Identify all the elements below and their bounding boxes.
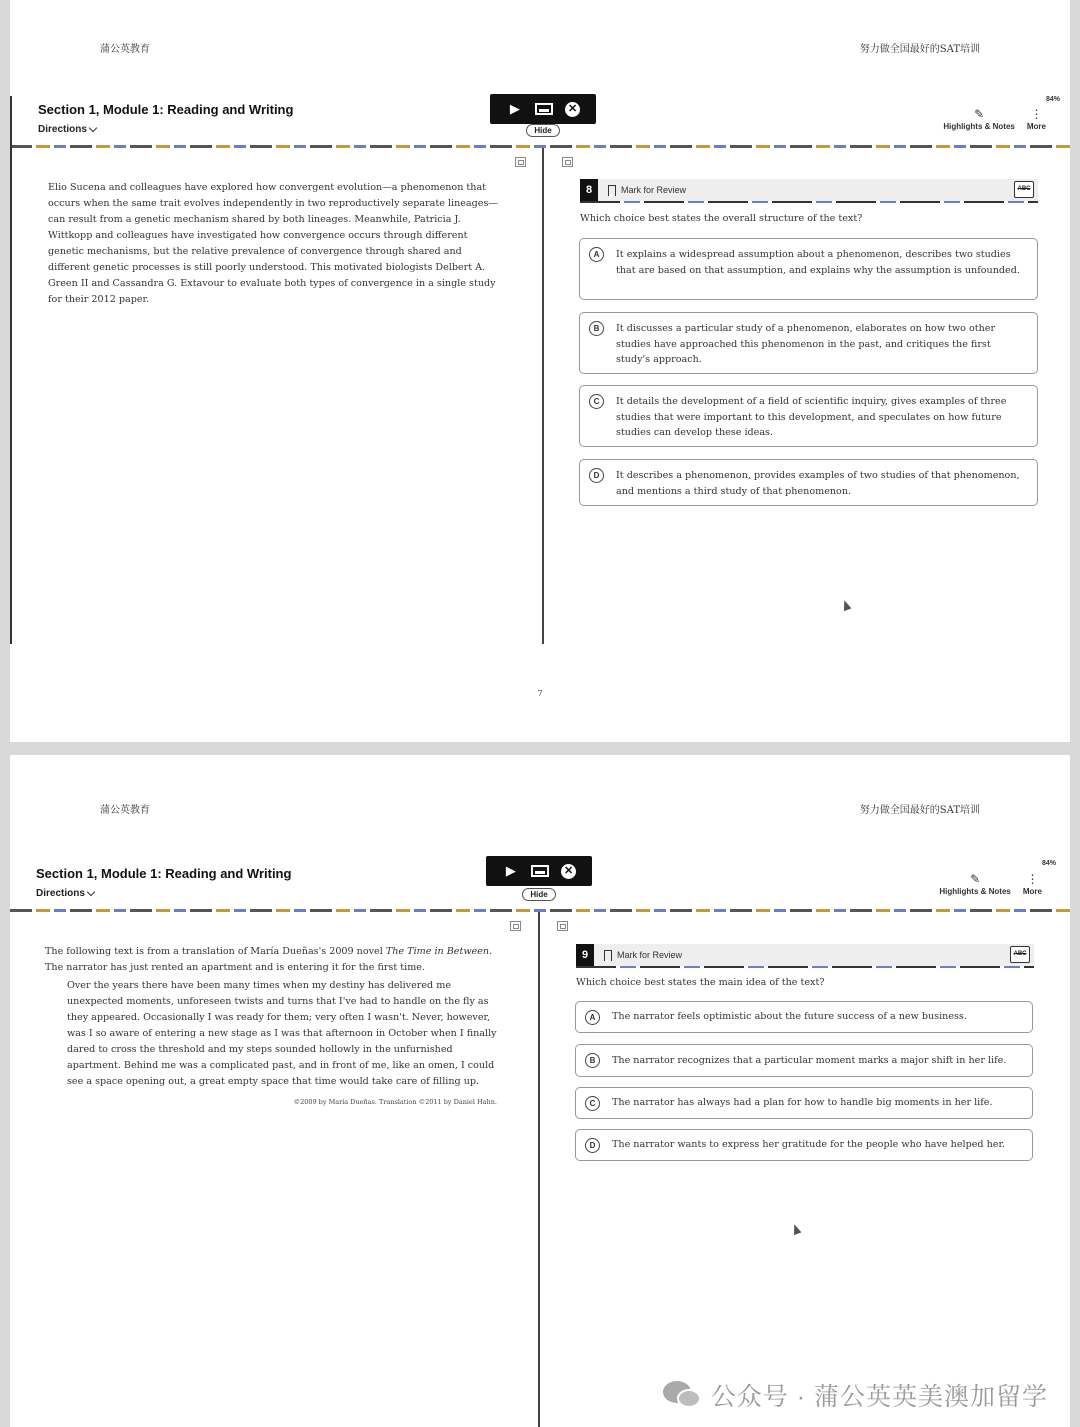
directions-label: Directions [36, 888, 85, 899]
pane-divider[interactable] [542, 148, 544, 644]
close-icon[interactable]: ✕ [561, 864, 576, 879]
answer-eliminator-button[interactable]: ABC [1014, 181, 1034, 198]
screen-toolbar [490, 94, 596, 124]
pointer-icon[interactable]: ▶ [509, 101, 520, 116]
image-icon[interactable] [531, 865, 549, 877]
bookmark-icon [604, 950, 612, 961]
mark-for-review-label: Mark for Review [617, 950, 683, 960]
hide-button[interactable]: Hide [522, 888, 556, 901]
choice-letter-a: A [589, 247, 604, 262]
choice-letter-b: B [585, 1053, 600, 1068]
choice-letter-b: B [589, 321, 604, 336]
mark-for-review-button[interactable] [604, 950, 682, 961]
highlights-label: Highlights & Notes [939, 887, 1011, 896]
highlights-notes-button[interactable] [939, 873, 1011, 896]
question-header-rule [576, 966, 1034, 968]
doc-header-right: 努力做全国最好的SAT培训 [859, 44, 980, 55]
passage-intro [45, 944, 497, 976]
question-stem: Which choice best states the main idea of the text? [576, 977, 825, 988]
expand-passage-icon[interactable] [510, 921, 521, 931]
answer-choice-b[interactable] [575, 1044, 1033, 1077]
answer-choice-c[interactable] [579, 385, 1038, 447]
expand-question-icon[interactable] [562, 157, 573, 167]
mark-for-review-button[interactable] [608, 185, 686, 196]
question-header [580, 179, 1038, 201]
document-page-1 [10, 0, 1070, 742]
chevron-down-icon [89, 124, 97, 132]
question-stem: Which choice best states the overall structure of the text? [580, 213, 863, 224]
choice-letter-c: C [589, 394, 604, 409]
more-button[interactable] [1023, 873, 1042, 896]
window-left-edge [10, 96, 12, 644]
more-label: More [1026, 122, 1046, 131]
highlighter-icon: ✎ [970, 872, 981, 886]
question-number: 9 [576, 944, 594, 966]
answer-choice-b[interactable] [579, 312, 1038, 374]
question-header-rule [580, 201, 1038, 203]
passage-text: Elio Sucena and colleagues have explored how convergent evolution—a phenomenon that occurs when the same trait evolves independently in two reproductively separate lineages—can result from a genetic mechanism shared by both lineages. Meanwhile, Patricia J. Wittkopp and colleagues have investigated how convergence occurs through different genetic mechanisms, but the relative prevalence of convergence through shared and different genetic processes is still poorly understood. This motivated biologists Delbert A. Green II and Cassandra G. Extavour to evaluate both types of convergence in a single study for their 2012 paper. [48, 182, 498, 305]
highlighter-icon: ✎ [974, 107, 985, 121]
passage-citation: ©2009 by María Dueñas. Translation ©2011 by Daniel Hahn. [293, 1098, 497, 1106]
battery-indicator: 84% [1045, 96, 1060, 103]
answer-eliminator-button[interactable]: ABC [1010, 946, 1030, 963]
page-number: 7 [537, 689, 543, 698]
choice-text-d: The narrator wants to express her gratitude for the people who have helped her. [612, 1139, 1006, 1151]
choice-text-c: The narrator has always had a plan for how to handle big moments in her life. [612, 1097, 993, 1109]
answer-choice-c[interactable] [575, 1087, 1033, 1119]
pointer-icon[interactable]: ▶ [505, 863, 516, 878]
header-divider [10, 145, 1070, 148]
passage-quote: Over the years there have been many times when my destiny has delivered me unexpected moments, unforeseen twists and turns that I've had to handle on the fly as they appeared. Occasionally I was ready for them; very often I wasn't. Never, however, was I so aware of entering a new stage as I was that afternoon in October when I finally dared to cross the threshold and my steps sounded hollowly in the unfurnished apartment. Behind me was a complicated past, and in front of me, like an omen, I could see a space opening out, a great empty space that time would take care of filling up. [67, 980, 497, 1087]
watermark-text: 公众号 · 蒲公英英美澳加留学 [710, 1383, 1048, 1411]
highlights-label: Highlights & Notes [943, 122, 1015, 131]
chevron-down-icon [87, 888, 95, 896]
choice-text-b: It discusses a particular study of a phenomenon, elaborates on how two other studies have approached this phenomenon in the past, and critiques the first study's approach. [616, 323, 996, 365]
hide-button[interactable]: Hide [526, 124, 560, 137]
choice-letter-a: A [585, 1010, 600, 1025]
answer-choice-d[interactable] [575, 1129, 1033, 1161]
choice-text-a: The narrator feels optimistic about the future success of a new business. [612, 1011, 967, 1023]
more-vertical-icon: ⋮ [1030, 107, 1043, 121]
expand-passage-icon[interactable] [515, 157, 526, 167]
intro-suffix: . The narrator has just rented an apartment and is entering it for the first time. [45, 946, 493, 973]
bookmark-icon [608, 185, 616, 196]
choice-text-d: It describes a phenomenon, provides examples of two studies of that phenomenon, and mentions a third study of that phenomenon. [616, 470, 1020, 497]
section-title: Section 1, Module 1: Reading and Writing [36, 866, 292, 881]
pane-divider[interactable] [538, 912, 540, 1427]
novel-title: The Time in Between [385, 946, 490, 957]
tools-group [939, 873, 1042, 896]
answer-choice-a[interactable] [579, 238, 1038, 300]
battery-indicator: 84% [1041, 860, 1056, 867]
wechat-icon [663, 1381, 703, 1409]
directions-button[interactable] [38, 124, 96, 135]
choice-text-a: It explains a widespread assumption about a phenomenon, describes two studies that are based on that assumption, and explains why the assumption is unfounded. [616, 249, 1020, 276]
expand-question-icon[interactable] [557, 921, 568, 931]
question-header [576, 944, 1034, 966]
doc-header-right: 努力做全国最好的SAT培训 [859, 805, 980, 816]
close-icon[interactable]: ✕ [565, 102, 580, 117]
choice-letter-d: D [585, 1138, 600, 1153]
document-page-2 [10, 755, 1070, 1427]
answer-choice-a[interactable] [575, 1001, 1033, 1033]
choice-text-c: It details the development of a field of scientific inquiry, gives examples of three studies that were important to this development, and speculates on how future studies can develop these ideas. [616, 396, 1007, 438]
section-title: Section 1, Module 1: Reading and Writing [38, 102, 294, 117]
mouse-cursor [841, 599, 852, 611]
tools-group [943, 108, 1046, 131]
header-divider [10, 909, 1070, 912]
answer-choice-d[interactable] [579, 459, 1038, 506]
more-label: More [1022, 887, 1042, 896]
passage-block [45, 944, 497, 1110]
choice-letter-c: C [585, 1096, 600, 1111]
more-button[interactable] [1027, 108, 1046, 131]
doc-header-left: 蒲公英教育 [100, 44, 150, 55]
mark-for-review-label: Mark for Review [621, 185, 687, 195]
wechat-watermark [663, 1377, 1048, 1413]
directions-button[interactable] [36, 888, 94, 899]
question-number: 8 [580, 179, 598, 201]
directions-label: Directions [38, 124, 87, 135]
highlights-notes-button[interactable] [943, 108, 1015, 131]
more-vertical-icon: ⋮ [1026, 872, 1039, 886]
mouse-cursor [791, 1223, 802, 1235]
intro-prefix: The following text is from a translation of María Dueñas's 2009 novel [45, 946, 386, 957]
choice-letter-d: D [589, 468, 604, 483]
screen-toolbar [486, 856, 592, 886]
doc-header-left: 蒲公英教育 [100, 805, 150, 816]
choice-text-b: The narrator recognizes that a particular moment marks a major shift in her life. [612, 1054, 1007, 1066]
image-icon[interactable] [535, 103, 553, 115]
